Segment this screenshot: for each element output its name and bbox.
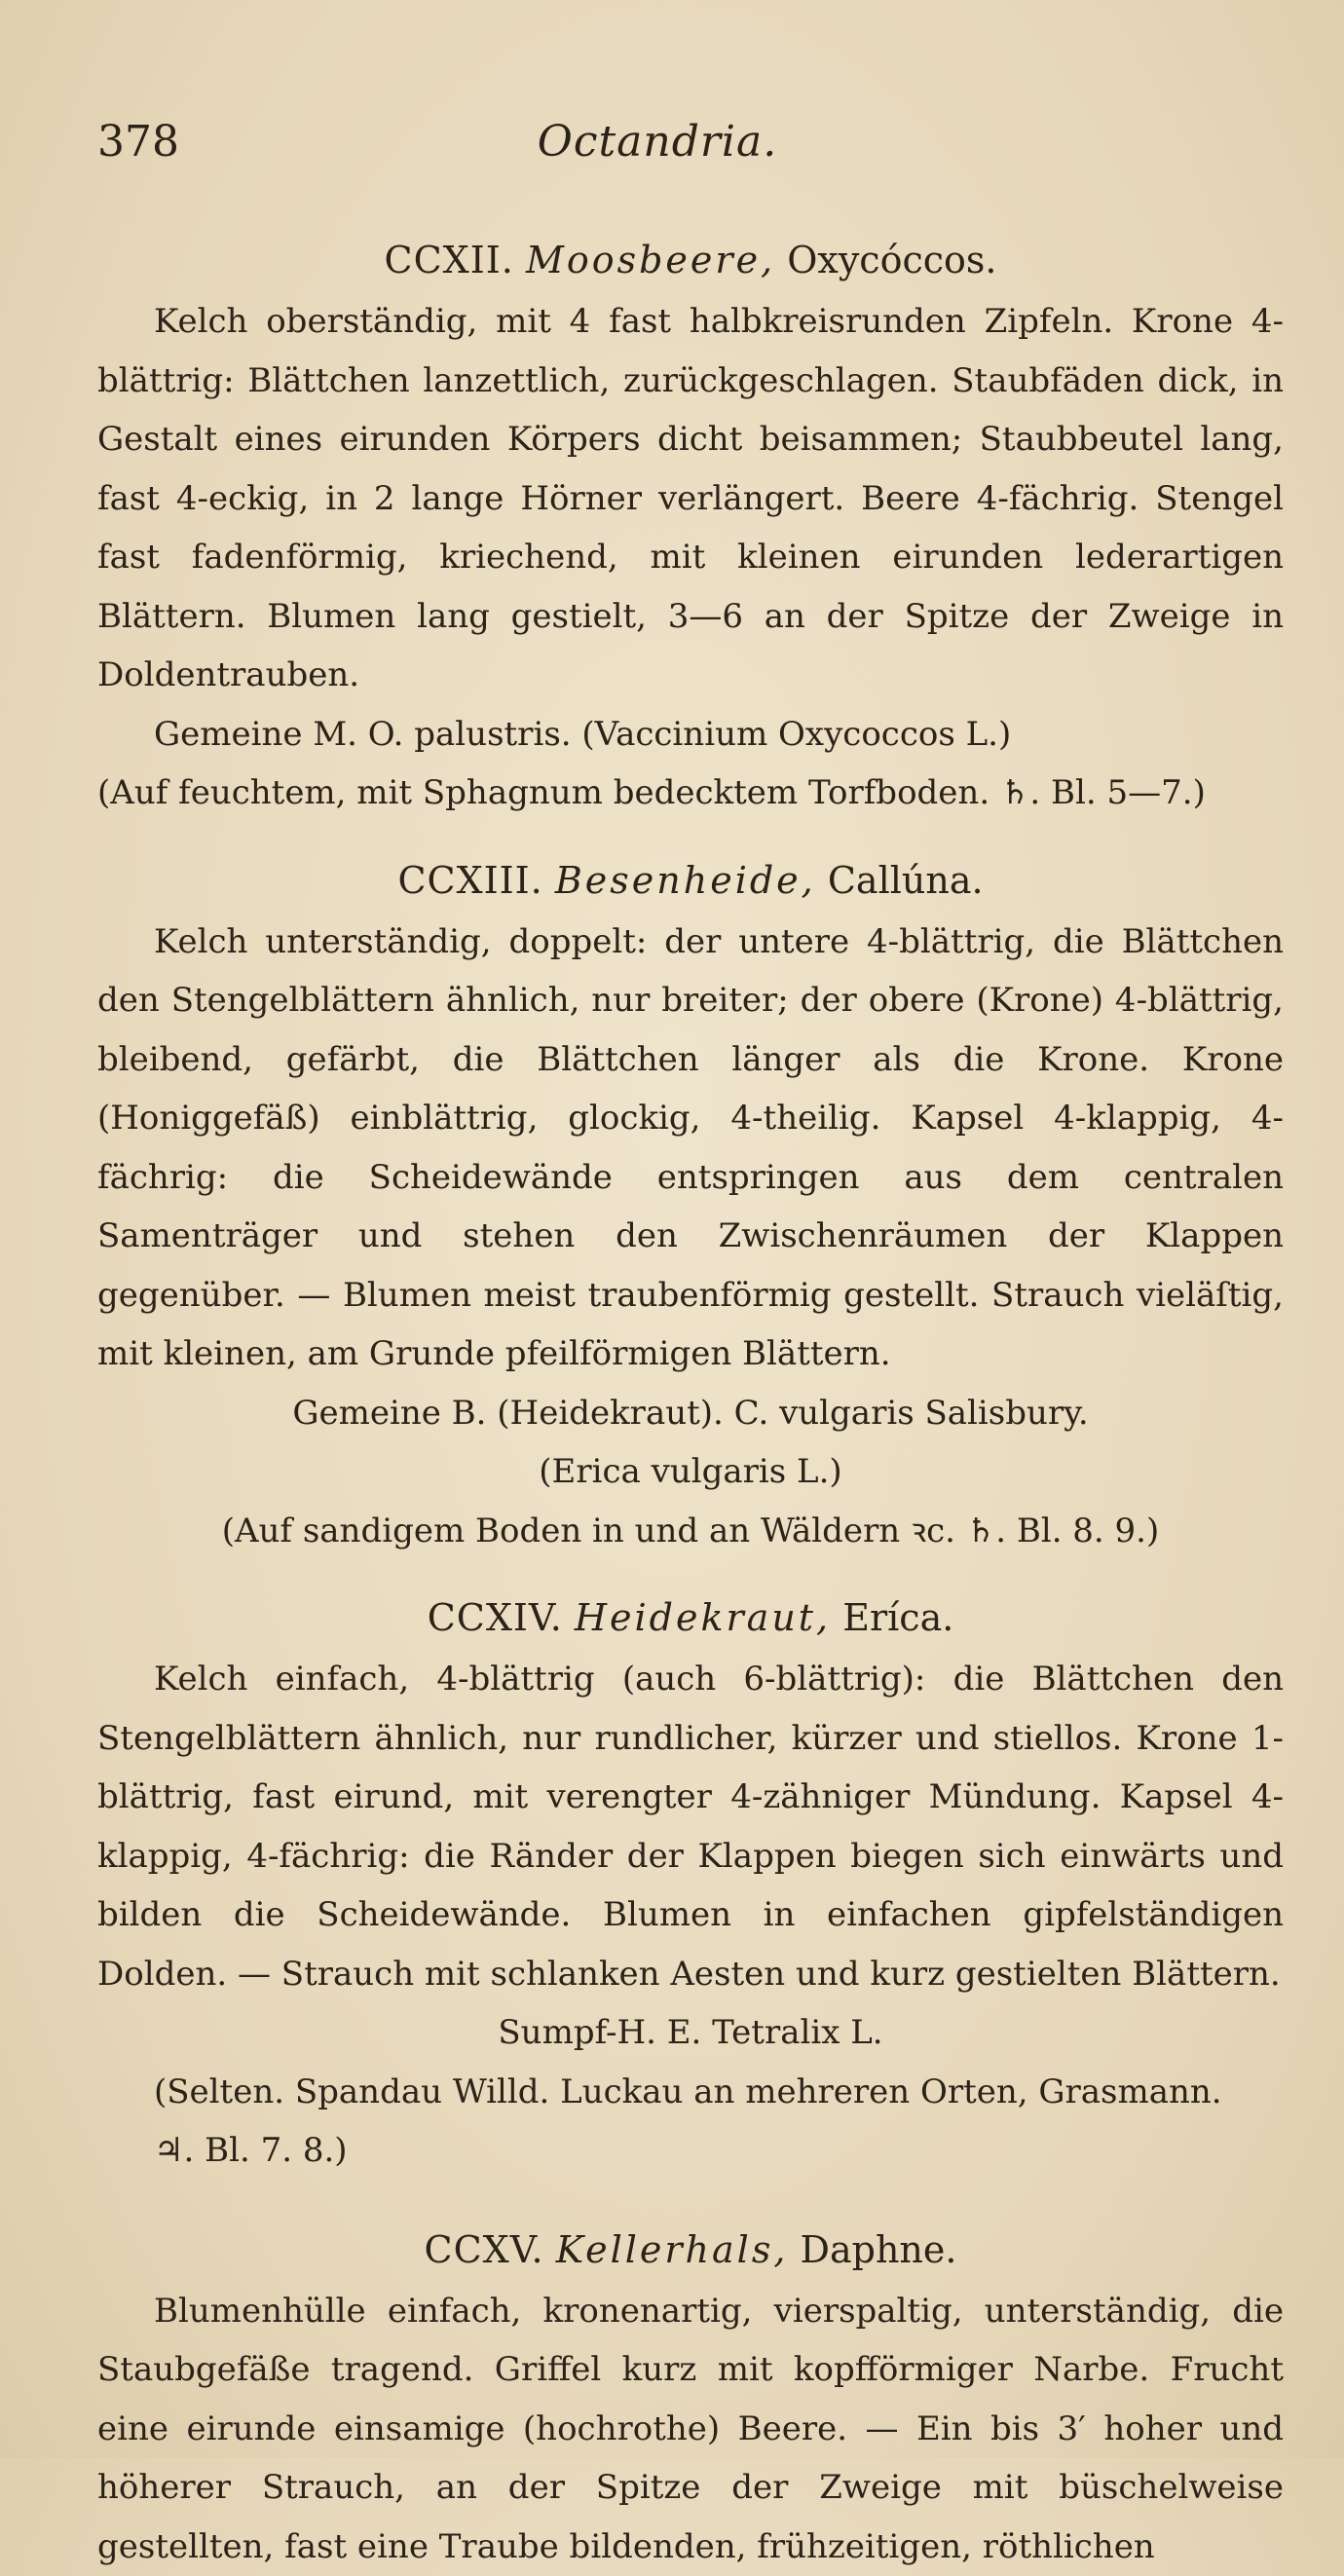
genus-description: Kelch unterständig, doppelt: der untere 4-blättrig, die Blättchen den Stengelblättern ähnlich, nur breiter; der obere (Krone) 4-blättrig, bleibend, gefärbt, die Blättchen länger als die Krone. Krone (Honiggefäß) einblättrig, glockig, 4-theilig. Kapsel 4-klappig, 4-fächrig: die Scheidewände entspringen aus dem centralen Samenträger und stehen den Zwischenräumen der Klappen gegenüber. — Blumen meist traubenförmig gestellt. Strauch vieläſtig, mit kleinen, am Grunde pfeilförmigen Blättern. xyxy=(97,913,1284,1384)
genus-heading xyxy=(97,1591,1284,1644)
species-habitat: (Auf feuchtem, mit Sphagnum bedecktem Torfboden. ♄. Bl. 5—7.) xyxy=(97,764,1284,823)
genus-heading xyxy=(97,854,1284,907)
genus-section-erica xyxy=(97,1591,1284,2181)
species-flowering: ♃. Bl. 7. 8.) xyxy=(97,2121,1284,2181)
genus-german-name: Moosbeere, xyxy=(526,239,775,281)
genus-section-oxycoccos xyxy=(97,234,1284,823)
genus-description: Kelch oberständig, mit 4 fast halbkreisrunden Zipfeln. Krone 4-blättrig: Blättchen lanzettlich, zurückgeschlagen. Staubfäden dick, in Gestalt eines eirunden Körpers dicht beisammen; Staubbeutel lang, fast 4-eckig, in 2 lange Hörner verlängert. Beere 4-fächrig. Stengel fast fadenförmig, kriechend, mit kleinen eirunden lederartigen Blättern. Blumen lang gestielt, 3—6 an der Spitze der Zweige in Doldentrauben. xyxy=(97,292,1284,705)
species-habitat: (Selten. Spandau Willd. Luckau an mehreren Orten, Grasmann. xyxy=(97,2063,1284,2122)
genus-latin-name: Daphne. xyxy=(801,2228,957,2271)
species-line: Sumpf-H. E. Tetralix L. xyxy=(97,2003,1284,2063)
genus-german-name: Heidekraut, xyxy=(575,1596,831,1639)
genus-number: CCXII. xyxy=(385,239,514,281)
running-head xyxy=(97,117,1217,175)
genus-heading xyxy=(97,234,1284,286)
genus-number: CCXV. xyxy=(425,2228,544,2271)
genus-description: Kelch einfach, 4-blättrig (auch 6-blättrig): die Blättchen den Stengelblättern ähnlich, nur rundlicher, kürzer und stiellos. Krone 1-blättrig, fast eirund, mit verengter 4-zähniger Mündung. Kapsel 4-klappig, 4-fächrig: die Ränder der Klappen biegen sich einwärts und bilden die Scheidewände. Blumen in einfachen gipfelständigen Dolden. — Strauch mit schlanken Aesten und kurz gestielten Blättern. xyxy=(97,1650,1284,2003)
species-habitat: (Auf sandigem Boden in und an Wäldern ꝛc. ♄. Bl. 8. 9.) xyxy=(97,1502,1284,1561)
genus-section-daphne xyxy=(97,2223,1284,2576)
genus-number: CCXIII. xyxy=(397,859,542,902)
genus-heading xyxy=(97,2223,1284,2276)
page-number: 378 xyxy=(97,117,179,167)
page-body xyxy=(97,234,1284,2576)
genus-latin-name: Oxycóccos. xyxy=(787,239,996,281)
genus-section-calluna xyxy=(97,854,1284,1561)
species-line: Gemeine M. O. palustris. (Vaccinium Oxycoccos L.) xyxy=(97,705,1284,765)
genus-german-name: Besenheide, xyxy=(555,859,816,902)
running-title: Octandria. xyxy=(97,117,1217,167)
genus-number: CCXIV. xyxy=(428,1596,563,1639)
species-line: Gemeine B. (Heidekraut). C. vulgaris Salisbury. xyxy=(97,1384,1284,1443)
genus-latin-name: Eríca. xyxy=(842,1596,953,1639)
genus-description: Blumenhülle einfach, kronenartig, vierspaltig, unterständig, die Staubgefäße tragend. Griffel kurz mit kopfförmiger Narbe. Frucht eine eirunde einsamige (hochrothe) Beere. — Ein bis 3′ hoher und höherer Strauch, an der Spitze der Zweige mit büschelweise gestellten, fast eine Traube bildenden, frühzeitigen, röthlichen xyxy=(97,2282,1284,2576)
genus-german-name: Kellerhals, xyxy=(556,2228,789,2271)
species-synonym: (Erica vulgaris L.) xyxy=(97,1442,1284,1502)
genus-latin-name: Callúna. xyxy=(828,859,984,902)
